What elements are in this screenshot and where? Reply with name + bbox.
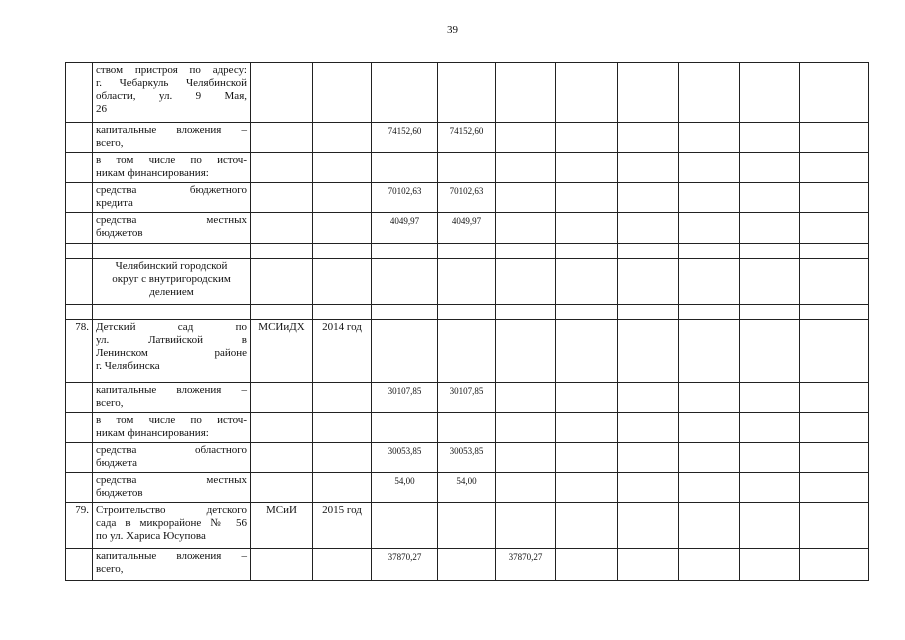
row-number-cell <box>66 413 93 443</box>
empty-value-cell <box>800 244 869 259</box>
empty-value-cell <box>679 305 740 320</box>
description-line: капитальные вложения – <box>96 384 247 396</box>
description-cell <box>93 153 251 183</box>
empty-value-cell <box>618 63 679 123</box>
table-row <box>66 473 869 503</box>
empty-value-cell <box>740 443 800 473</box>
agency-cell: МСИиДХ <box>251 320 313 383</box>
empty-value-cell <box>618 320 679 383</box>
empty-value-cell <box>800 443 869 473</box>
agency-cell <box>251 63 313 123</box>
description-line: округ с внутригородским <box>112 273 231 285</box>
agency-cell <box>251 549 313 581</box>
empty-value-cell <box>556 320 618 383</box>
year-cell <box>313 123 372 153</box>
empty-value-cell <box>679 183 740 213</box>
empty-value-cell <box>618 153 679 183</box>
empty-value-cell <box>679 473 740 503</box>
description-line: 26 <box>96 103 107 115</box>
empty-value-cell <box>679 503 740 549</box>
table-row <box>66 549 869 581</box>
total-value-cell: 30107,85 <box>372 383 438 413</box>
row-number-cell <box>66 443 93 473</box>
agency-cell <box>251 259 313 305</box>
table-row <box>66 305 869 320</box>
empty-value-cell <box>740 183 800 213</box>
empty-value-cell <box>618 244 679 259</box>
empty-value-cell <box>679 123 740 153</box>
value-2014-cell <box>438 320 496 383</box>
empty-value-cell <box>618 305 679 320</box>
empty-value-cell <box>740 259 800 305</box>
description-line: средства областного <box>96 444 247 456</box>
total-value-cell <box>372 259 438 305</box>
row-number-cell <box>66 305 93 320</box>
empty-value-cell <box>618 413 679 443</box>
year-cell <box>313 259 372 305</box>
description-line: области, ул. 9 Мая, <box>96 90 247 102</box>
year-cell <box>313 413 372 443</box>
empty-value-cell <box>556 153 618 183</box>
value-2015-cell <box>496 123 556 153</box>
description-line: делением <box>149 286 194 298</box>
total-value-cell <box>372 305 438 320</box>
agency-cell <box>251 443 313 473</box>
description-line: всего, <box>96 563 124 575</box>
empty-value-cell <box>556 443 618 473</box>
empty-value-cell <box>556 259 618 305</box>
row-number-cell <box>66 549 93 581</box>
empty-value-cell <box>679 259 740 305</box>
description-line: капитальные вложения – <box>96 124 247 136</box>
year-cell <box>313 183 372 213</box>
value-2014-cell <box>438 244 496 259</box>
empty-value-cell <box>556 244 618 259</box>
row-number-cell <box>66 63 93 123</box>
table-row <box>66 63 869 123</box>
empty-value-cell <box>800 213 869 244</box>
empty-value-cell <box>556 123 618 153</box>
empty-value-cell <box>679 549 740 581</box>
agency-cell <box>251 413 313 443</box>
empty-value-cell <box>800 153 869 183</box>
value-2015-cell: 37870,27 <box>496 549 556 581</box>
table-row <box>66 443 869 473</box>
empty-value-cell <box>800 259 869 305</box>
description-cell <box>93 320 251 383</box>
description-cell <box>93 443 251 473</box>
empty-value-cell <box>679 413 740 443</box>
value-2015-cell <box>496 320 556 383</box>
year-cell <box>313 244 372 259</box>
total-value-cell: 37870,27 <box>372 549 438 581</box>
year-cell <box>313 63 372 123</box>
value-2015-cell <box>496 63 556 123</box>
empty-value-cell <box>740 473 800 503</box>
table-row <box>66 123 869 153</box>
description-line: ул. Латвийской в <box>96 334 247 346</box>
financing-table <box>65 62 869 581</box>
year-cell <box>313 213 372 244</box>
value-2014-cell: 70102,63 <box>438 183 496 213</box>
value-2015-cell <box>496 153 556 183</box>
table-row <box>66 320 869 383</box>
empty-value-cell <box>800 503 869 549</box>
row-number-cell <box>66 183 93 213</box>
row-number-cell <box>66 213 93 244</box>
value-2015-cell <box>496 213 556 244</box>
year-cell <box>313 549 372 581</box>
agency-cell <box>251 305 313 320</box>
agency-cell <box>251 473 313 503</box>
empty-value-cell <box>740 63 800 123</box>
description-cell <box>93 413 251 443</box>
total-value-cell <box>372 63 438 123</box>
description-line: сада в микрорайоне № 56 <box>96 517 247 529</box>
description-line: Детский сад по <box>96 321 247 333</box>
agency-cell <box>251 183 313 213</box>
empty-value-cell <box>800 413 869 443</box>
empty-value-cell <box>618 473 679 503</box>
value-2014-cell: 30107,85 <box>438 383 496 413</box>
value-2015-cell <box>496 244 556 259</box>
agency-cell <box>251 383 313 413</box>
description-cell <box>93 123 251 153</box>
empty-value-cell <box>800 320 869 383</box>
empty-value-cell <box>556 503 618 549</box>
row-number-cell <box>66 383 93 413</box>
page-number: 39 <box>447 24 458 36</box>
empty-value-cell <box>740 320 800 383</box>
empty-value-cell <box>800 383 869 413</box>
empty-value-cell <box>618 123 679 153</box>
empty-value-cell <box>618 443 679 473</box>
table-row <box>66 503 869 549</box>
year-cell <box>313 383 372 413</box>
value-2014-cell <box>438 259 496 305</box>
value-2015-cell <box>496 473 556 503</box>
description-cell <box>93 213 251 244</box>
value-2015-cell <box>496 443 556 473</box>
empty-value-cell <box>740 503 800 549</box>
agency-cell <box>251 244 313 259</box>
empty-value-cell <box>556 305 618 320</box>
empty-value-cell <box>740 413 800 443</box>
agency-cell <box>251 123 313 153</box>
table-row <box>66 183 869 213</box>
total-value-cell <box>372 503 438 549</box>
row-number-cell: 78. <box>66 320 93 383</box>
value-2014-cell <box>438 413 496 443</box>
empty-value-cell <box>800 549 869 581</box>
empty-value-cell <box>800 183 869 213</box>
description-line: никам финансирования: <box>96 167 209 179</box>
empty-value-cell <box>800 305 869 320</box>
description-cell <box>93 503 251 549</box>
row-number-cell <box>66 123 93 153</box>
empty-value-cell <box>556 213 618 244</box>
value-2015-cell <box>496 259 556 305</box>
description-line: никам финансирования: <box>96 427 209 439</box>
table-row <box>66 153 869 183</box>
empty-value-cell <box>618 549 679 581</box>
value-2015-cell <box>496 503 556 549</box>
value-2014-cell: 54,00 <box>438 473 496 503</box>
description-cell <box>93 305 251 320</box>
empty-value-cell <box>556 183 618 213</box>
year-cell <box>313 473 372 503</box>
table-body <box>66 63 869 581</box>
empty-value-cell <box>740 244 800 259</box>
total-value-cell <box>372 153 438 183</box>
description-cell <box>93 244 251 259</box>
empty-value-cell <box>618 383 679 413</box>
description-line <box>96 306 247 319</box>
empty-value-cell <box>740 549 800 581</box>
value-2014-cell <box>438 63 496 123</box>
row-number-cell <box>66 259 93 305</box>
agency-cell <box>251 153 313 183</box>
total-value-cell: 74152,60 <box>372 123 438 153</box>
description-line: средства местных <box>96 214 247 226</box>
description-line: Строительство детского <box>96 504 247 516</box>
value-2014-cell <box>438 549 496 581</box>
description-line: средства бюджетного <box>96 184 247 196</box>
description-line: г. Челябинска <box>96 360 160 372</box>
description-line: Ленинском районе <box>96 347 247 359</box>
total-value-cell: 4049,97 <box>372 213 438 244</box>
description-line: в том числе по источ- <box>96 154 247 166</box>
empty-value-cell <box>556 549 618 581</box>
description-cell <box>93 63 251 123</box>
description-line: всего, <box>96 397 124 409</box>
description-cell <box>93 473 251 503</box>
description-line: всего, <box>96 137 124 149</box>
empty-value-cell <box>740 383 800 413</box>
empty-value-cell <box>800 123 869 153</box>
row-number-cell <box>66 244 93 259</box>
table-row <box>66 244 869 259</box>
empty-value-cell <box>556 63 618 123</box>
description-line: бюджетов <box>96 227 143 239</box>
value-2014-cell: 30053,85 <box>438 443 496 473</box>
description-line: бюджетов <box>96 487 143 499</box>
empty-value-cell <box>679 383 740 413</box>
empty-value-cell <box>740 153 800 183</box>
total-value-cell <box>372 320 438 383</box>
value-2014-cell <box>438 503 496 549</box>
total-value-cell <box>372 413 438 443</box>
empty-value-cell <box>740 305 800 320</box>
empty-value-cell <box>679 153 740 183</box>
description-line: Челябинский городской <box>115 260 228 272</box>
value-2014-cell: 4049,97 <box>438 213 496 244</box>
year-cell <box>313 305 372 320</box>
empty-value-cell <box>679 443 740 473</box>
row-number-cell: 79. <box>66 503 93 549</box>
row-number-cell <box>66 153 93 183</box>
table-row <box>66 259 869 305</box>
year-cell <box>313 153 372 183</box>
empty-value-cell <box>800 473 869 503</box>
empty-value-cell <box>679 320 740 383</box>
total-value-cell: 70102,63 <box>372 183 438 213</box>
description-cell <box>93 183 251 213</box>
empty-value-cell <box>556 383 618 413</box>
description-line: г. Чебаркуль Челябинской <box>96 77 247 89</box>
description-line: капитальные вложения – <box>96 550 247 562</box>
value-2015-cell <box>496 305 556 320</box>
empty-value-cell <box>618 183 679 213</box>
description-line: средства местных <box>96 474 247 486</box>
total-value-cell <box>372 244 438 259</box>
table-row <box>66 383 869 413</box>
description-cell <box>93 259 251 305</box>
empty-value-cell <box>618 213 679 244</box>
total-value-cell: 30053,85 <box>372 443 438 473</box>
description-line: ством пристроя по адресу: <box>96 64 247 76</box>
agency-cell: МСиИ <box>251 503 313 549</box>
year-cell: 2015 год <box>313 503 372 549</box>
empty-value-cell <box>679 244 740 259</box>
description-cell <box>93 549 251 581</box>
empty-value-cell <box>679 63 740 123</box>
empty-value-cell <box>740 123 800 153</box>
description-line <box>96 245 247 258</box>
value-2014-cell: 74152,60 <box>438 123 496 153</box>
description-line: по ул. Хариса Юсупова <box>96 530 206 542</box>
value-2014-cell <box>438 153 496 183</box>
value-2015-cell <box>496 183 556 213</box>
row-number-cell <box>66 473 93 503</box>
description-line: в том числе по источ- <box>96 414 247 426</box>
empty-value-cell <box>556 473 618 503</box>
empty-value-cell <box>618 259 679 305</box>
description-line: кредита <box>96 197 133 209</box>
total-value-cell: 54,00 <box>372 473 438 503</box>
value-2014-cell <box>438 305 496 320</box>
empty-value-cell <box>679 213 740 244</box>
year-cell <box>313 443 372 473</box>
value-2015-cell <box>496 383 556 413</box>
year-cell: 2014 год <box>313 320 372 383</box>
table-row <box>66 213 869 244</box>
agency-cell <box>251 213 313 244</box>
value-2015-cell <box>496 413 556 443</box>
empty-value-cell <box>556 413 618 443</box>
description-cell <box>93 383 251 413</box>
empty-value-cell <box>800 63 869 123</box>
description-line: бюджета <box>96 457 138 469</box>
table-row <box>66 413 869 443</box>
empty-value-cell <box>618 503 679 549</box>
empty-value-cell <box>740 213 800 244</box>
